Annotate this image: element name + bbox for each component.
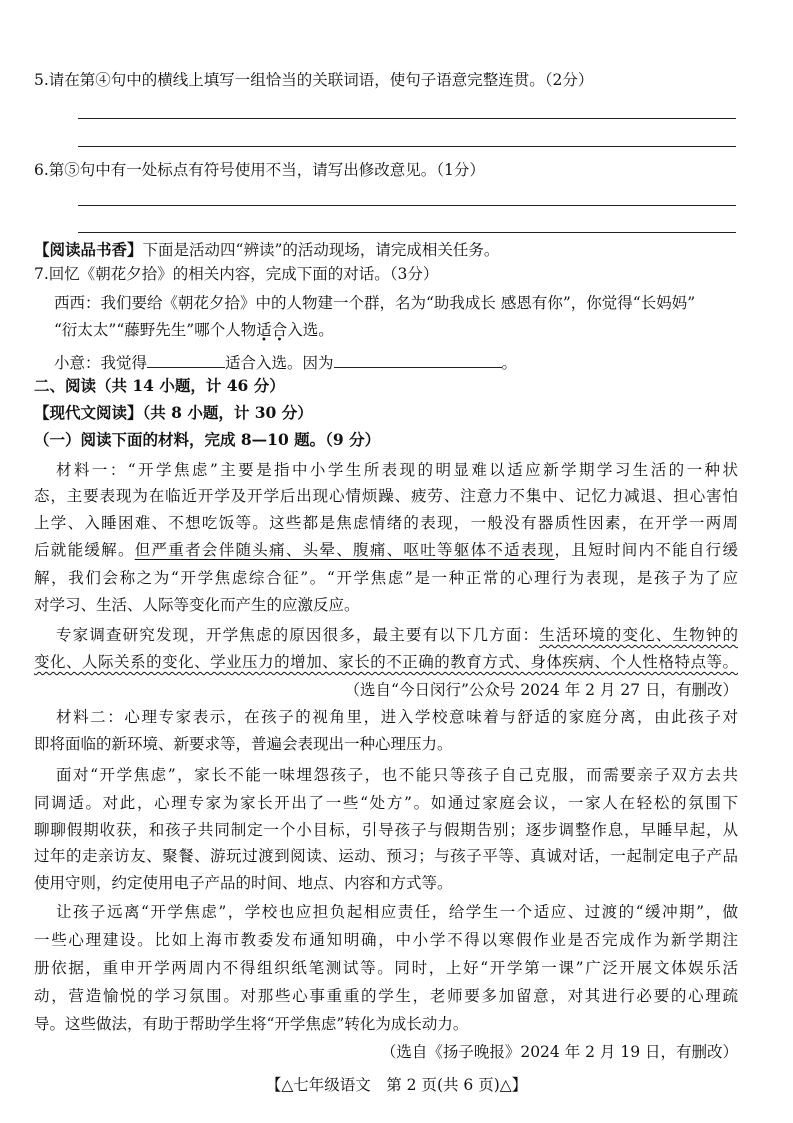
wavy-underlined-text-1: 生活环境的变化、生物钟的 — [539, 626, 738, 644]
material-1-line-6: 对学习、生活、人际等变化而产生的应激反应。 — [34, 596, 360, 614]
material-2-line-1: 材料二：心理专家表示，在孩子的视角里，进入学校意味着与舒适的家庭分离，由此孩子对 — [56, 708, 738, 726]
question-6: 6.第⑤句中有一处标点有符号使用不当，请写出修改意见。（1分） — [34, 161, 485, 179]
answer-blank-person[interactable] — [147, 350, 225, 368]
reading-tag: 【阅读品书香】 — [34, 240, 143, 259]
underlined-sentence: 但严重者会伴随头痛、头晕、腹痛、呕吐等躯体不适表现 — [134, 541, 555, 559]
material-2-line-5: 聊聊假期收获，和孩子共同制定一个小目标，引导孩子与假期告别；逐步调整作息，早睡早起，从 — [34, 821, 738, 839]
material-2-line-12: 导。这些做法，有助于帮助学生将“开学焦虑”转化为成长动力。 — [34, 1015, 469, 1033]
material-1-line-7-a: 专家调查研究发现，开学焦虑的原因很多，最主要有以下几方面： — [56, 626, 540, 644]
material-2-line-11: 动，营造愉悦的学习氛围。对那些心事重重的学生，老师要多加留意，对其进行必要的心理疏 — [34, 987, 738, 1005]
material-1-line-7 — [56, 625, 738, 645]
xixi-line-2-text: “衍太太”“藤野先生”哪个人物 — [54, 321, 257, 339]
answer-line-q6-1[interactable] — [78, 205, 736, 206]
material-2-line-7: 使用守则，约定使用电子产品的时间、地点、内容和方式等。 — [34, 874, 453, 892]
modern-reading-title: 【现代文阅读】（共 8 小题，计 30 分） — [34, 403, 313, 422]
material-1-line-4-a: 后就能缓解。 — [34, 541, 135, 559]
material-2-source: （选自《扬子晚报》2024 年 2 月 19 日，有删改） — [380, 1043, 738, 1061]
page-footer: 【△七年级语文 第 2 页(共 6 页)△】 — [265, 1076, 528, 1094]
material-1-line-4 — [34, 540, 738, 560]
section-2-title: 二、阅读（共 14 小题，计 46 分） — [34, 376, 285, 395]
material-1-line-3: 上学、入睡困难、不想吃饭等。这些都是焦虑情绪的表现，一般没有器质性因素，在开学一两周 — [34, 514, 738, 532]
wavy-underlined-text-2: 变化、人际关系的变化、学业压力的增加、家长的不正确的教育方式、身体疾病、个人性格特点等。 — [34, 653, 738, 671]
emphasis-char-1: 适 — [256, 321, 272, 339]
part-1-title: （一）阅读下面的材料，完成 8—10 题。（9 分） — [34, 430, 381, 449]
answer-line-q6-2[interactable] — [78, 232, 736, 233]
material-1-source: （选自“今日闵行”公众号 2024 年 2 月 27 日，有删改） — [344, 681, 738, 699]
xixi-line-2-end: 入选。 — [287, 321, 334, 339]
answer-blank-reason[interactable] — [334, 350, 502, 368]
answer-line-q5-1[interactable] — [78, 118, 736, 119]
material-2-line-9: 一些心理建设。比如上海市教委发布通知明确，中小学不得以寒假作业是否完成作为新学期注 — [34, 931, 738, 949]
material-1-line-1: 材料一：“开学焦虑”主要是指中小学生所表现的明显难以适应新学期学习生活的一种状 — [56, 461, 738, 479]
xiaoyi-line — [54, 350, 517, 373]
xiaoyi-text-b: 适合入选。因为 — [225, 354, 334, 372]
answer-line-q5-2[interactable] — [78, 146, 736, 147]
material-2-line-8: 让孩子远离“开学焦虑”，学校也应担负起相应责任，给学生一个适应、过渡的“缓冲期”，做 — [56, 903, 738, 921]
material-1-line-5: 解，我们会称之为“开学焦虑综合征”。“开学焦虑”是一种正常的心理行为表现，是孩子为了应 — [34, 569, 738, 587]
question-5: 5.请在第④句中的横线上填写一组恰当的关联词语，使句子语意完整连贯。（2分） — [34, 71, 594, 89]
material-1-line-2: 态，主要表现为在临近开学及开学后出现心情烦躁、疲劳、注意力不集中、记忆力减退、担心害怕 — [34, 487, 738, 505]
xixi-line-1: 西西：我们要给《朝花夕拾》中的人物建一个群，名为“助我成长 感恩有你”，你觉得“长妈妈” — [54, 294, 696, 312]
reading-intro — [34, 240, 499, 260]
xixi-line-2 — [54, 320, 334, 340]
xiaoyi-text-a: 小意：我觉得 — [54, 354, 148, 372]
material-2-line-2: 即将面临的新环境、新要求等，普遍会表现出一种心理压力。 — [34, 735, 453, 753]
emphasis-char-2: 合 — [271, 321, 288, 339]
material-2-line-3: 面对“开学焦虑”，家长不能一味埋怨孩子，也不能只等孩子自己克服，而需要亲子双方去共 — [56, 766, 738, 784]
reading-intro-text: 下面是活动四“辨读”的活动现场，请完成相关任务。 — [142, 241, 500, 259]
question-7-title: 7.回忆《朝花夕拾》的相关内容，完成下面的对话。（3分） — [34, 265, 439, 283]
material-1-line-8 — [34, 652, 738, 672]
material-2-line-4: 同调适。对此，心理专家为家长开出了一些“处方”。如通过家庭会议，一家人在轻松的氛围下 — [34, 794, 738, 812]
material-1-line-4-c: ，且短时间内不能自行缓 — [554, 541, 738, 559]
xiaoyi-text-c: 。 — [501, 354, 518, 372]
material-2-line-10: 册依据，重申开学两周内不得组织纸笔测试等。同时，上好“开学第一课”广泛开展文体娱乐活 — [34, 959, 738, 977]
material-2-line-6: 过年的走亲访友、聚餐、游玩过渡到阅读、运动、预习；与孩子平等、真诚对话，一起制定电子产品 — [34, 847, 738, 865]
